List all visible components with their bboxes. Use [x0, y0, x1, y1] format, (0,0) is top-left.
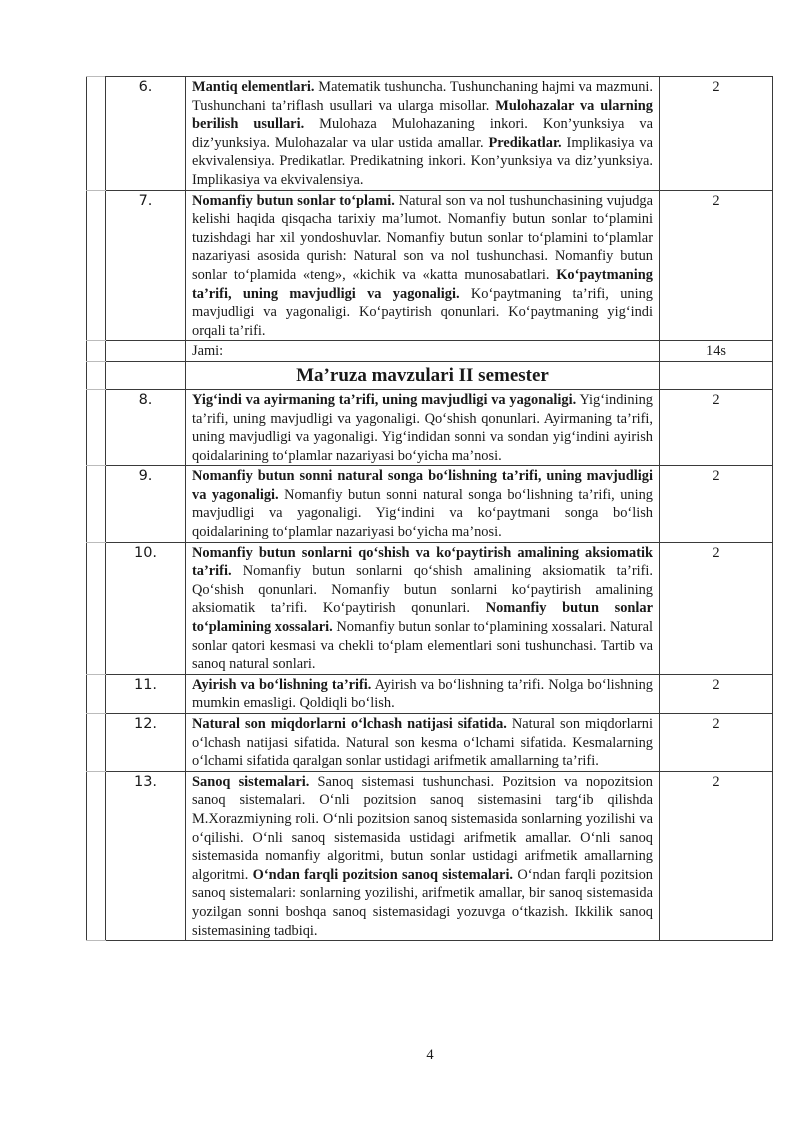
row-hours: 2 [660, 77, 773, 191]
topic-heading: Mantiq elementlari. [192, 79, 315, 95]
topic-text: Ko‘paytmaning ta’rifi, uning mavjudligi va yagonaligi. Ko‘paytirish qonunlari. Ko‘paytmaning yig‘indi orqali ta’rifi. [192, 285, 653, 339]
row-description [186, 389, 660, 465]
edge-cell [87, 361, 106, 389]
topic-text: Yig‘indining ta’rifi, uning mavjudligi va yagonaligi. Qo‘shish qonunlari. Ayirmaning ta’rifi, uning mavjudligi va yagonaligi. Yig‘indidan sonni va sondan yig‘indini ayirish qoidalarining to‘plamlar nazariyasi bo‘yicha ma’nosi. [192, 391, 653, 464]
table-row [87, 77, 773, 191]
table-row [87, 190, 773, 341]
edge-cell [87, 714, 106, 772]
topic-heading: Sanoq sistemalari. [192, 773, 310, 790]
topic-text: Implikasiya va ekvivalensiya. Predikatlar. Predikatning inkori. Kon’yunksiya va diz’yunksiya. Implikasiya va ekvivalensiya. [192, 134, 653, 188]
table-row [87, 771, 773, 940]
row-description [186, 771, 660, 940]
semester-number-cell [106, 361, 186, 389]
row-hours: 2 [660, 771, 773, 940]
topic-text: Mulohaza Mulohazaning inkori. Kon’yunksiya va diz’yunksiya. Mulohazalar va ular ustida amallar. [192, 116, 653, 151]
row-hours: 2 [660, 714, 773, 772]
row-number: 11. [106, 674, 186, 713]
page-number: 4 [426, 1047, 434, 1063]
row-number: 7. [106, 190, 186, 341]
rows-after [87, 389, 773, 940]
table-row [87, 466, 773, 542]
topic-text: Natural son miqdorlarni o‘lchash natijasi sifatida. Natural son kesma o‘lchami sifatida. Kesmalarning o‘lchami sifatida qaralgan sonlar ustidagi arifmetik amallarning ta’rifi. [192, 716, 653, 770]
edge-cell [87, 190, 106, 341]
topic-heading: Nomanfiy butun sonlar to‘plami. [192, 192, 395, 209]
row-number: 6. [106, 77, 186, 191]
edge-cell [87, 341, 106, 362]
edge-cell [87, 466, 106, 542]
topic-heading: Mulohazalar va ularning berilish usullari. [192, 97, 653, 133]
edge-cell [87, 771, 106, 940]
total-section [87, 341, 773, 390]
topic-text: Natural son va nol tushunchasining vujudga kelishi haqida qisqacha tarixiy ma’lumot. Nomanfiy butun sonlar to‘plamini tuzishdagi har xil yondoshuvlar. Nomanfiy butun sonlar to‘plamini to‘plamlar nazariyasi asosida qurish: Natural son va nol tushunchasi. Nomanfiy butun sonlar to‘plamida «teng», «kichik va «katta munosabatlari. [192, 192, 653, 283]
topic-text: Sanoq sistemasi tushunchasi. Pozitsion va nopozitsion sanoq sistemalari. O‘nli pozitsion sanoq sistemasini targ‘ib qilishda M.Xorazmiyning roli. O‘nli pozitsion sanoq sistemasida sonlarning yozilishi va o‘qilishi. O‘nli sanoq sistemasida ustidagi arifmetik amallar. O‘nli sanoq sistemasida nomanfiy algoritmi, butun sonlar ustidagi arifmetik amallarning algoritmi. [192, 773, 653, 883]
row-hours: 2 [660, 190, 773, 341]
topic-heading: Ayirish va bo‘lishning ta’rifi. [192, 676, 372, 693]
total-label: Jami: [186, 341, 660, 362]
row-number: 8. [106, 389, 186, 465]
row-description [186, 77, 660, 191]
row-hours: 2 [660, 389, 773, 465]
row-description [186, 542, 660, 674]
row-hours: 2 [660, 674, 773, 713]
topic-heading: Ko‘paytmaning ta’rifi, uning mavjudligi va yagonaligi. [192, 266, 653, 302]
row-description [186, 674, 660, 713]
table-row [87, 542, 773, 674]
topic-heading: Nomanfiy butun sonlar to‘plamining xossalari. [192, 600, 653, 636]
topic-heading: Natural son miqdorlarni o‘lchash natijasi sifatida. [192, 716, 507, 732]
row-number: 13. [106, 771, 186, 940]
row-description [186, 466, 660, 542]
topic-heading: Predikatlar. [488, 134, 562, 151]
semester-hours-cell [660, 361, 773, 389]
row-hours: 2 [660, 542, 773, 674]
semester-title: Ma’ruza mavzulari II semester [186, 361, 660, 389]
row-number: 9. [106, 466, 186, 542]
topic-text: Nomanfiy butun sonni natural songa bo‘lishning ta’rifi, uning mavjudligi va yagonaligi. Yig‘indini va ko‘paytmani songa bo‘lish qoidalarining to‘plamlar nazariyasi bo‘yicha ma’nosi. [192, 486, 653, 541]
topic-text: O‘ndan farqli pozitsion sanoq sistemalari: sonlarning yozilishi, arifmetik amallar, bir sanoq sistemasida yozilgan sonni boshqa sanoq sistemasidagi yozuvga o‘tkazish. Ikkilik sanoq sistemasining tadbiqi. [192, 866, 654, 939]
table-row [87, 389, 773, 465]
total-hours: 14s [660, 341, 773, 362]
edge-cell [87, 77, 106, 191]
topic-text: Ayirish va bo‘lishning ta’rifi. Nolga bo‘lishning mumkin emasligi. Qoldiqli bo‘lish. [192, 676, 653, 712]
topic-text: Nomanfiy butun sonlar to‘plamining xossalari. Natural sonlar qatori kesmasi va chekli to‘plam elementlari soni tushunchasi. Tartib va sanoq natural sonlari. [192, 619, 653, 673]
topic-heading: O‘ndan farqli pozitsion sanoq sistemalari. [252, 866, 514, 883]
syllabus-table [86, 76, 773, 941]
total-number-cell [106, 341, 186, 362]
table-row [87, 674, 773, 713]
row-description [186, 714, 660, 772]
table-row [87, 714, 773, 772]
row-hours: 2 [660, 466, 773, 542]
topic-heading: Nomanfiy butun sonni natural songa bo‘lishning ta’rifi, uning mavjudligi va yagonaligi. [192, 468, 653, 503]
edge-cell [87, 674, 106, 713]
topic-heading: Yig‘indi va ayirmaning ta’rifi, uning mavjudligi va yagonaligi. [192, 391, 577, 408]
topic-text: Matematik tushuncha. Tushunchaning hajmi va mazmuni. Tushunchani ta’riflash usullari va ularga misollar. [192, 79, 654, 114]
row-number: 10. [106, 542, 186, 674]
total-row [87, 341, 773, 362]
row-number: 12. [106, 714, 186, 772]
rows-before [87, 77, 773, 341]
semester-row [87, 361, 773, 389]
row-description [186, 190, 660, 341]
edge-cell [87, 542, 106, 674]
topic-text: Nomanfiy butun sonlarni qo‘shish amalining aksiomatik ta’rifi. Qo‘shish qonunlari. Nomanfiy butun sonlarni ko‘paytirish amalining aksiomatik ta’rifi. Ko‘paytirish qonunlari. [192, 563, 653, 617]
topic-heading: Nomanfiy butun sonlarni qo‘shish va ko‘paytirish amalining aksiomatik ta’rifi. [192, 544, 653, 580]
edge-cell [87, 389, 106, 465]
